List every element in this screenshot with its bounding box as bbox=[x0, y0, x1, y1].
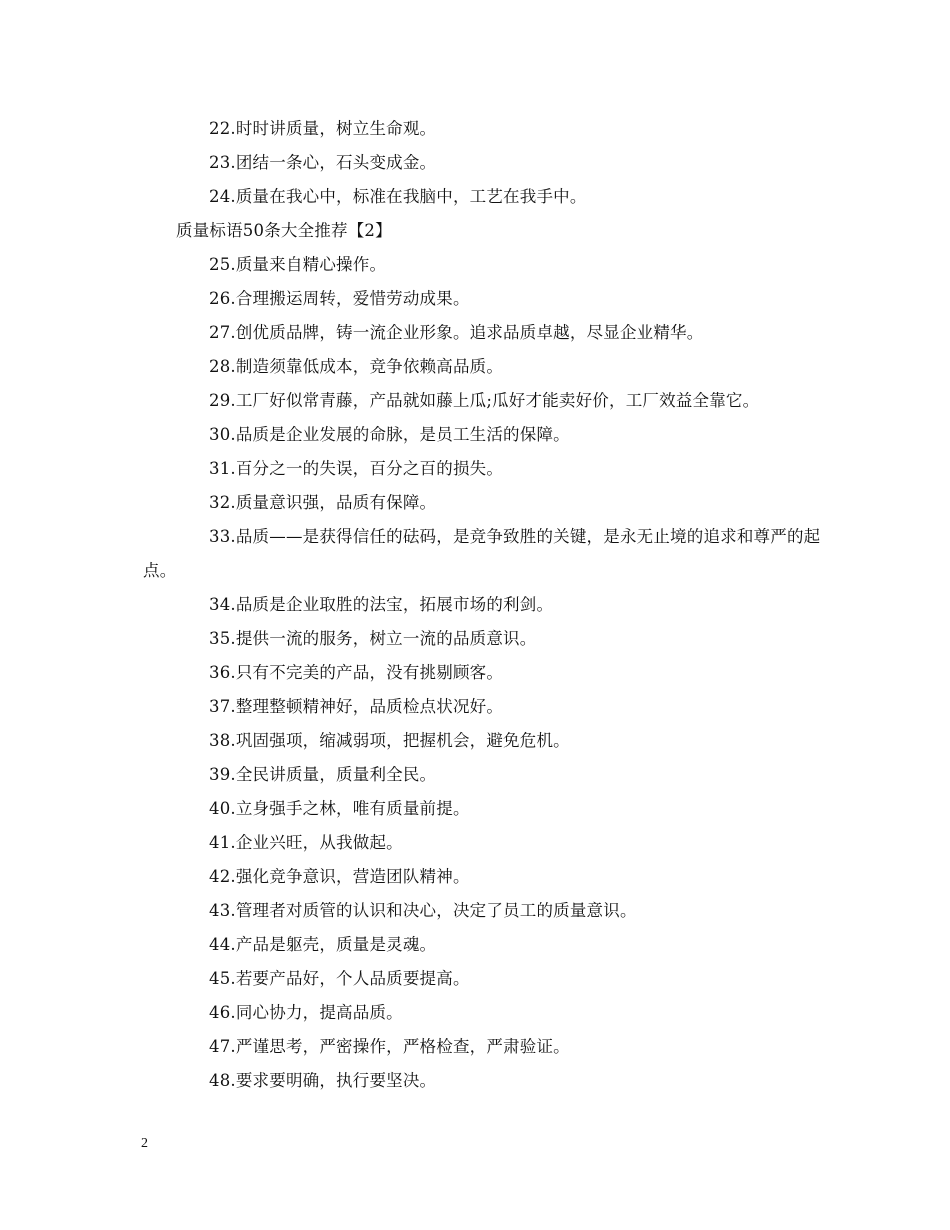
item-number: 29. bbox=[209, 391, 236, 410]
item-text: 时时讲质量，树立生命观。 bbox=[235, 119, 437, 138]
list-item bbox=[143, 146, 823, 180]
item-number: 39. bbox=[209, 765, 236, 784]
list-item bbox=[143, 486, 823, 520]
item-number: 40. bbox=[209, 799, 236, 818]
list-item bbox=[143, 996, 823, 1030]
item-text: 品质是企业取胜的法宝，拓展市场的利剑。 bbox=[235, 595, 554, 614]
list-item bbox=[143, 1064, 823, 1098]
item-number: 41. bbox=[209, 833, 236, 852]
item-text: 制造须靠低成本，竞争依赖高品质。 bbox=[235, 357, 504, 376]
item-text: 质量来自精心操作。 bbox=[235, 255, 387, 274]
page-number: 2 bbox=[141, 1136, 148, 1151]
item-number: 43. bbox=[209, 901, 236, 920]
list-item bbox=[143, 282, 823, 316]
list-item bbox=[143, 622, 823, 656]
item-number: 32. bbox=[209, 493, 236, 512]
item-text: 工厂好似常青藤，产品就如藤上瓜;瓜好才能卖好价，工厂效益全靠它。 bbox=[235, 391, 760, 410]
list-item bbox=[143, 928, 823, 962]
item-number: 37. bbox=[209, 697, 236, 716]
item-text: 要求要明确，执行要坚决。 bbox=[235, 1071, 437, 1090]
item-number: 23. bbox=[209, 153, 236, 172]
item-text: 提供一流的服务，树立一流的品质意识。 bbox=[235, 629, 537, 648]
item-number: 27. bbox=[209, 323, 236, 342]
item-text: 强化竞争意识，营造团队精神。 bbox=[235, 867, 470, 886]
item-number: 36. bbox=[209, 663, 236, 682]
list-item bbox=[143, 894, 823, 928]
item-text: 全民讲质量，质量利全民。 bbox=[235, 765, 437, 784]
list-item bbox=[143, 112, 823, 146]
list-item bbox=[143, 1030, 823, 1064]
item-text: 严谨思考，严密操作，严格检查，严肃验证。 bbox=[235, 1037, 570, 1056]
item-text: 企业兴旺，从我做起。 bbox=[235, 833, 403, 852]
item-number: 44. bbox=[209, 935, 236, 954]
item-number: 31. bbox=[209, 459, 236, 478]
item-text: 品质是企业发展的命脉，是员工生活的保障。 bbox=[235, 425, 570, 444]
item-text: 管理者对质管的认识和决心，决定了员工的质量意识。 bbox=[235, 901, 637, 920]
list-item bbox=[143, 962, 823, 996]
list-item bbox=[143, 316, 823, 350]
item-number: 46. bbox=[209, 1003, 236, 1022]
list-item bbox=[143, 452, 823, 486]
item-text: 质量在我心中，标准在我脑中，工艺在我手中。 bbox=[235, 187, 587, 206]
list-item bbox=[143, 656, 823, 690]
list-item bbox=[143, 724, 823, 758]
item-number: 26. bbox=[209, 289, 236, 308]
list-item bbox=[143, 418, 823, 452]
item-number: 25. bbox=[209, 255, 236, 274]
item-text: 产品是躯壳，质量是灵魂。 bbox=[235, 935, 437, 954]
item-text: 合理搬运周转，爱惜劳动成果。 bbox=[235, 289, 470, 308]
list-item bbox=[143, 520, 823, 588]
list-item bbox=[143, 792, 823, 826]
list-item bbox=[143, 758, 823, 792]
document-body bbox=[143, 112, 823, 1098]
list-item bbox=[143, 350, 823, 384]
item-text: 品质——是获得信任的砝码，是竞争致胜的关键，是永无止境的追求和尊严的起点。 bbox=[143, 527, 821, 580]
item-number: 34. bbox=[209, 595, 236, 614]
item-number: 33. bbox=[209, 527, 236, 546]
list-item bbox=[143, 860, 823, 894]
item-text: 团结一条心，石头变成金。 bbox=[235, 153, 437, 172]
item-number: 45. bbox=[209, 969, 236, 988]
item-number: 47. bbox=[209, 1037, 236, 1056]
item-text: 百分之一的失误，百分之百的损失。 bbox=[235, 459, 504, 478]
item-text: 巩固强项，缩减弱项，把握机会，避免危机。 bbox=[235, 731, 570, 750]
item-text: 同心协力，提高品质。 bbox=[235, 1003, 403, 1022]
item-number: 24. bbox=[209, 187, 236, 206]
item-number: 48. bbox=[209, 1071, 236, 1090]
item-text: 创优质品牌，铸一流企业形象。追求品质卓越，尽显企业精华。 bbox=[235, 323, 704, 342]
item-text: 质量意识强，品质有保障。 bbox=[235, 493, 437, 512]
item-number: 28. bbox=[209, 357, 236, 376]
list-item bbox=[143, 588, 823, 622]
list-item bbox=[143, 690, 823, 724]
item-text: 立身强手之林，唯有质量前提。 bbox=[235, 799, 470, 818]
item-text: 只有不完美的产品，没有挑剔顾客。 bbox=[235, 663, 504, 682]
list-item bbox=[143, 384, 823, 418]
section-heading bbox=[143, 214, 823, 248]
list-item bbox=[143, 248, 823, 282]
list-item bbox=[143, 826, 823, 860]
item-number: 35. bbox=[209, 629, 236, 648]
item-number: 38. bbox=[209, 731, 236, 750]
list-item bbox=[143, 180, 823, 214]
item-text: 若要产品好，个人品质要提高。 bbox=[235, 969, 470, 988]
section-heading-text: 质量标语50条大全推荐【2】 bbox=[176, 221, 392, 240]
item-number: 22. bbox=[209, 119, 236, 138]
item-number: 30. bbox=[209, 425, 236, 444]
item-text: 整理整顿精神好，品质检点状况好。 bbox=[235, 697, 504, 716]
item-number: 42. bbox=[209, 867, 236, 886]
